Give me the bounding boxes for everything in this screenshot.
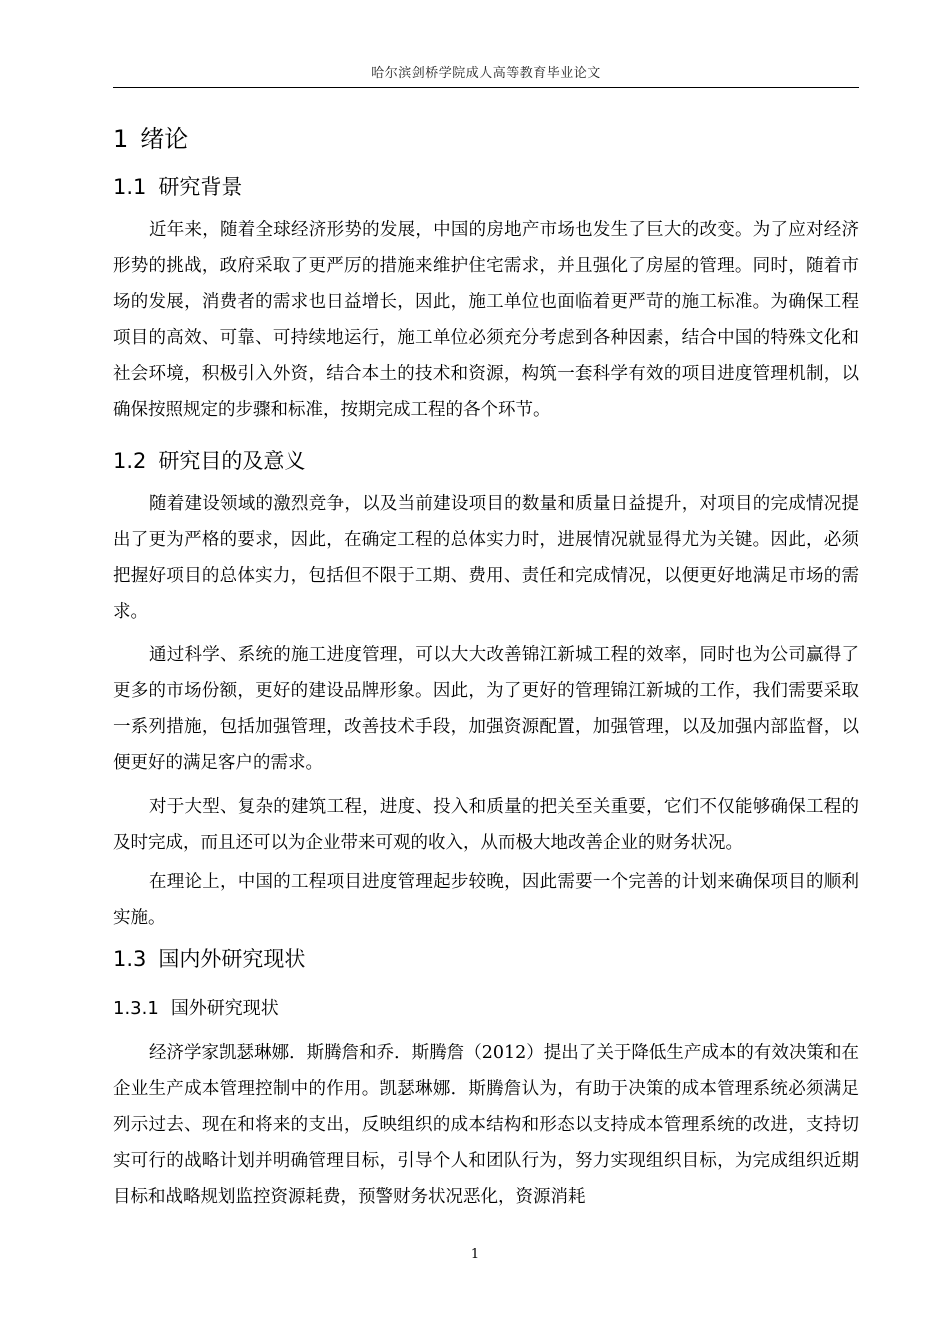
chapter-title: 绪论 [140,125,189,153]
section-title: 研究背景 [158,175,243,199]
paragraph: 通过科学、系统的施工进度管理，可以大大改善锦江新城工程的效率，同时也为公司赢得了更多的市场份额，更好的建设品牌形象。因此，为了更好的管理锦江新城的工作，我们需要采取一系列措施，包括加强管理，改善技术手段，加强资源配置，加强管理，以及加强内部监督，以便更好的满足客户的需求。 [113,645,859,773]
section-title: 国内外研究现状 [158,947,306,971]
page-number: 1 [470,1247,480,1262]
section-heading-1-3 [113,944,305,974]
chapter-number: 1 [113,125,129,153]
section-number: 1.1 [113,175,147,199]
paragraph: 对于大型、复杂的建筑工程，进度、投入和质量的把关至关重要，它们不仅能够确保工程的及时完成，而且还可以为企业带来可观的收入，从而极大地改善企业的财务状况。 [113,797,859,853]
section-number: 1.3 [113,947,147,971]
paragraph: 随着建设领域的激烈竞争，以及当前建设项目的数量和质量日益提升，对项目的完成情况提出了更为严格的要求，因此，在确定工程的总体实力时，进展情况就显得尤为关键。因此，必须把握好项目的总体实力，包括但不限于工期、费用、责任和完成情况，以便更好地满足市场的需求。 [113,494,859,622]
paragraph: 在理论上，中国的工程项目进度管理起步较晚，因此需要一个完善的计划来确保项目的顺利实施。 [113,872,859,928]
paragraph: 近年来，随着全球经济形势的发展，中国的房地产市场也发生了巨大的改变。为了应对经济形势的挑战，政府采取了更严厉的措施来维护住宅需求，并且强化了房屋的管理。同时，随着市场的发展，消费者的需求也日益增长，因此，施工单位也面临着更严苛的施工标准。为确保工程项目的高效、可靠、可持续地运行，施工单位必须充分考虑到各种因素，结合中国的特殊文化和社会环境，积极引入外资，结合本土的技术和资源，构筑一套科学有效的项目进度管理机制，以确保按照规定的步骤和标准，按期完成工程的各个环节。 [113,220,859,420]
section-heading-1-2 [113,446,305,476]
subsection-heading-1-3-1 [113,995,279,1023]
running-header: 哈尔滨剑桥学院成人高等教育毕业论文 [371,66,601,81]
chapter-heading [113,123,188,155]
section-title: 研究目的及意义 [158,449,306,473]
paragraph: 经济学家凯瑟琳娜．斯腾詹和乔．斯腾詹（2012）提出了关于降低生产成本的有效决策和在企业生产成本管理控制中的作用。凯瑟琳娜．斯腾詹认为，有助于决策的成本管理系统必须满足列示过去、现在和将来的支出，反映组织的成本结构和形态以支持成本管理系统的改进，支持切实可行的战略计划并明确管理目标，引导个人和团队行为，努力实现组织目标，为完成组织近期目标和战略规划监控资源耗费，预警财务状况恶化，资源消耗 [113,1043,859,1207]
subsection-number: 1.3.1 [113,998,159,1019]
section-heading-1-1 [113,172,242,202]
section-number: 1.2 [113,449,147,473]
subsection-title: 国外研究现状 [170,998,279,1019]
header-rule [113,87,859,88]
